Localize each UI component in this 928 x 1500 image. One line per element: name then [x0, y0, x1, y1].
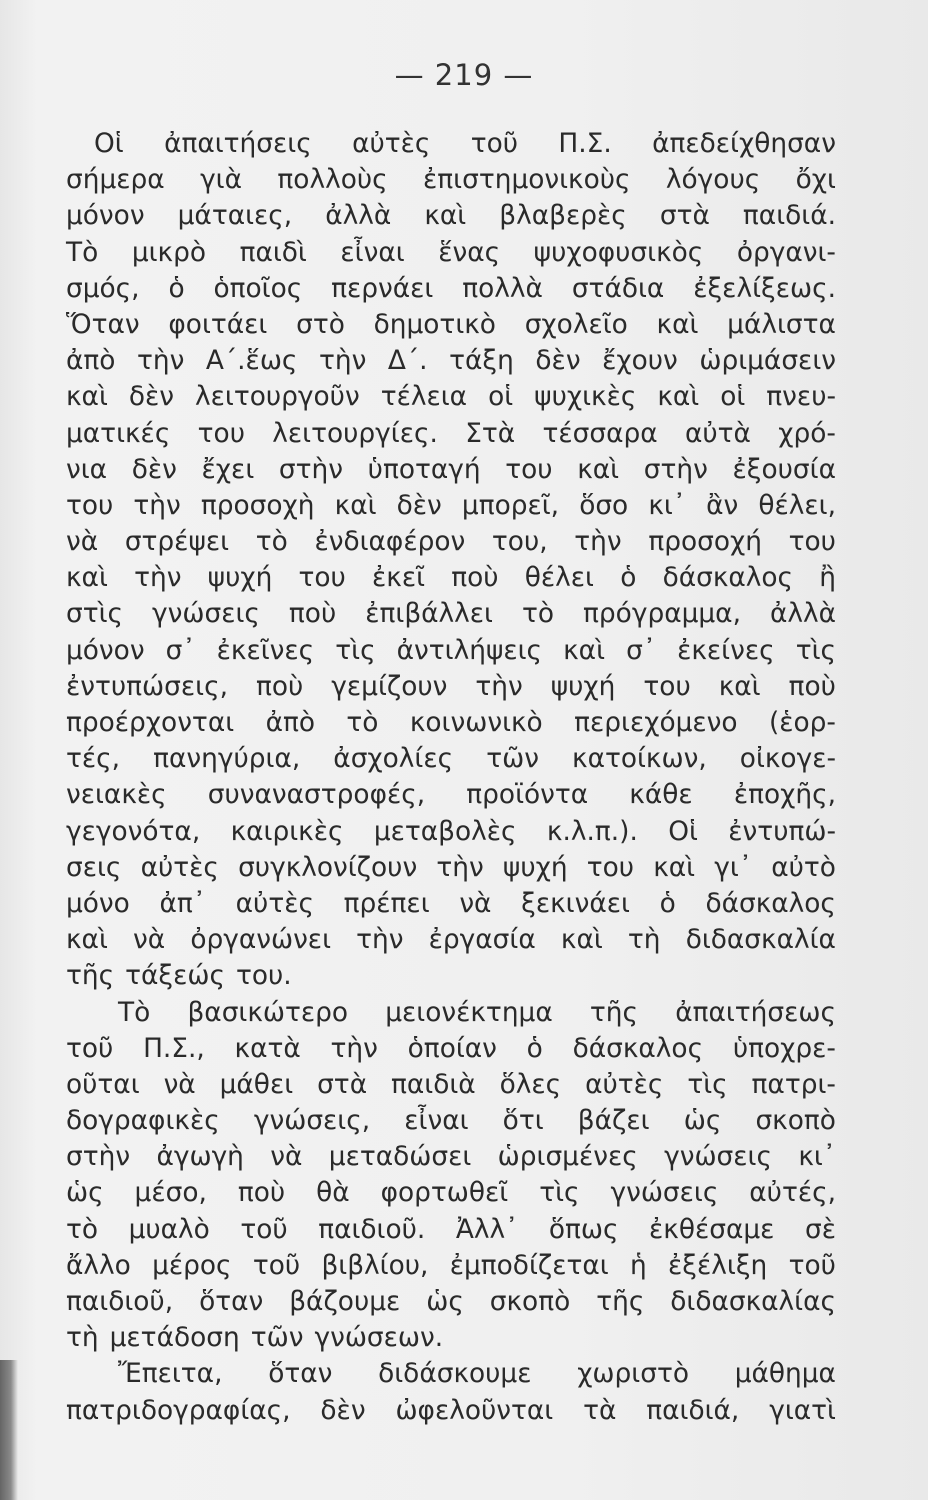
- word: ποὺ: [288, 598, 337, 630]
- word: τὸ: [255, 526, 288, 558]
- word: δὲν: [535, 345, 581, 377]
- text-line: [66, 126, 836, 162]
- word: λόγους: [665, 164, 761, 196]
- word: θὰ: [316, 1177, 350, 1209]
- word: ἐνδιαφέρον: [314, 526, 466, 558]
- text-line: [66, 307, 836, 343]
- word: νὰ: [270, 1141, 303, 1173]
- word: λειτουργίες.: [272, 417, 438, 449]
- word: καὶ: [560, 924, 603, 956]
- text-line: [66, 1103, 836, 1139]
- word: ψυχή: [207, 562, 273, 594]
- word: ὑποχρε-: [732, 1032, 836, 1064]
- word: οἰκογε-: [739, 743, 836, 775]
- word: σκοπὸ: [755, 1105, 836, 1137]
- word: τὴν: [134, 562, 182, 594]
- word: ἀπὸ: [265, 707, 315, 738]
- text-line: [66, 1393, 836, 1429]
- word: συγκλονίζουν: [238, 851, 418, 883]
- word: παιδιά,: [646, 1394, 740, 1426]
- word: ἐξέλιξη: [668, 1249, 768, 1281]
- word: ὅσο: [579, 489, 629, 521]
- word: ὀργανώνει: [190, 924, 332, 956]
- word: Ὅταν: [66, 308, 140, 340]
- word: σμός,: [66, 272, 140, 304]
- word: Οἱ: [668, 815, 698, 847]
- text-line: [66, 741, 836, 777]
- word: γεγονότα,: [66, 815, 201, 847]
- word: βάζει: [577, 1105, 650, 1137]
- word: σὲ: [804, 1213, 836, 1245]
- word: μέσο,: [134, 1177, 207, 1209]
- word: τὴ: [627, 924, 661, 956]
- word: γι᾿: [714, 851, 753, 883]
- word: ὑποταγή: [367, 453, 481, 485]
- word: προέρχονται: [66, 707, 235, 738]
- word: στὴν: [643, 453, 708, 485]
- word: βάζουμε: [289, 1286, 401, 1317]
- word: λειτουργοῦν: [195, 381, 360, 413]
- word: ἐπιβάλλει: [365, 598, 493, 630]
- word: μεταβολὲς: [373, 815, 517, 847]
- word: ἀλλὰ: [769, 598, 836, 630]
- text-line: [66, 777, 836, 813]
- word: γεμίζουν: [331, 670, 448, 702]
- word: ἂν: [706, 489, 739, 521]
- text-line: [66, 1248, 836, 1284]
- word: τὶς: [795, 634, 836, 666]
- word: ἕνας: [438, 236, 501, 268]
- word: καὶ: [334, 489, 377, 521]
- word: δάσκαλος: [705, 887, 836, 919]
- word: οῦται: [66, 1068, 140, 1100]
- word: μικρὸ: [131, 236, 207, 268]
- word: καὶ: [577, 453, 620, 485]
- word: μάθημα: [734, 1358, 836, 1390]
- word: του: [66, 489, 114, 521]
- word: δογραφικὲς: [66, 1105, 220, 1137]
- word: ὡρισμένες: [497, 1141, 638, 1173]
- word: Α΄.ἕως: [205, 345, 298, 377]
- word: ἀπὸ: [66, 345, 116, 377]
- word: τὸ: [346, 707, 379, 738]
- word: αὐτὲς: [585, 1068, 664, 1100]
- word: κ.λ.π.).: [546, 815, 638, 847]
- text-line: [66, 1175, 836, 1211]
- word: παιδὶ: [239, 236, 307, 268]
- word: τοῦ: [470, 128, 519, 159]
- word: τὴν: [436, 851, 484, 883]
- word: αὐτὲς: [352, 128, 431, 159]
- word: δὲν: [320, 1394, 366, 1426]
- word: παιδιά.: [742, 200, 836, 232]
- word: ἀσχολίες: [333, 743, 454, 775]
- word: σ᾿: [626, 634, 657, 666]
- word: προσοχή: [648, 526, 762, 558]
- word: ἀπαιτήσεις: [164, 128, 312, 159]
- word: χρό-: [778, 417, 836, 449]
- word: τὰ: [583, 1394, 617, 1426]
- word: ἐξουσία: [732, 453, 836, 485]
- word: οἱ: [488, 381, 514, 413]
- word: ἢ: [819, 562, 836, 594]
- text-line: [66, 1031, 836, 1067]
- word: σ᾿: [165, 634, 196, 666]
- word: θέλει: [524, 562, 594, 594]
- word: ἐξελίξεως.: [693, 272, 836, 304]
- word: στὰ: [659, 200, 710, 232]
- word: του,: [491, 526, 548, 558]
- word: τὶς: [687, 1068, 728, 1100]
- word: ὡς: [683, 1105, 722, 1137]
- word: παιδιοῦ,: [66, 1286, 174, 1317]
- word: Ἀλλ᾿: [455, 1213, 519, 1245]
- word: τὸ: [66, 1213, 99, 1245]
- word: ὁ: [526, 1032, 543, 1064]
- word: ἀγωγὴ: [156, 1141, 244, 1173]
- text-line: [66, 162, 836, 198]
- word: σκοπὸ: [489, 1286, 571, 1317]
- text-line: [66, 524, 836, 560]
- word: γνώσεις: [152, 598, 260, 630]
- text-line: [66, 995, 836, 1031]
- word: πρέπει: [343, 887, 430, 919]
- word: ὁ: [659, 887, 676, 919]
- text-line: [66, 850, 836, 886]
- word: χωριστὸ: [577, 1358, 689, 1390]
- text-line: [66, 416, 836, 452]
- text-line: [66, 379, 836, 415]
- page-number: — 219 —: [394, 58, 534, 92]
- word: του: [643, 670, 691, 702]
- binding-edge: [0, 1360, 18, 1500]
- word: παιδιοῦ.: [318, 1213, 426, 1245]
- word: δημοτικὸ: [373, 308, 496, 340]
- word: ὠφελοῦνται: [395, 1394, 554, 1426]
- word: γνώσεις: [664, 1141, 772, 1173]
- word: στὶς: [66, 598, 124, 630]
- word: τὶς: [539, 1177, 580, 1209]
- word: συναναστροφές,: [207, 779, 426, 811]
- word: στὰ: [317, 1068, 368, 1100]
- text-line: [66, 271, 836, 307]
- word: βασικώτερο: [187, 996, 349, 1028]
- word: Δ΄.: [387, 345, 428, 377]
- word: Τὸ: [118, 996, 151, 1028]
- word: αὐτές,: [749, 1177, 836, 1209]
- word: ἐκεῖνες: [216, 634, 315, 666]
- word: ὀργανι-: [736, 236, 836, 268]
- word: ἀντιλήψεις: [396, 634, 543, 666]
- word: ἐκεῖ: [372, 562, 426, 594]
- word: τοῦ: [252, 1249, 301, 1281]
- word: κάθε: [629, 779, 693, 811]
- word: δὲν: [128, 381, 175, 413]
- word: τῆς: [596, 1286, 645, 1317]
- word: ὅπως: [548, 1213, 619, 1245]
- text-line: [66, 1320, 836, 1356]
- word: κι᾿: [648, 489, 687, 521]
- word: τὴν: [356, 924, 404, 956]
- word: ἐκθέσαμε: [649, 1213, 775, 1245]
- word: δὲν: [396, 489, 442, 521]
- word: ξεκινάει: [521, 887, 630, 919]
- word: του: [788, 526, 836, 558]
- text-line: [66, 633, 836, 669]
- word: ὄχι: [795, 164, 836, 196]
- word: καὶ: [66, 562, 108, 594]
- word: τῶν: [250, 1322, 304, 1354]
- word: Ἔπειτα,: [118, 1358, 223, 1390]
- word: πνευ-: [766, 381, 836, 413]
- word: του: [586, 851, 635, 883]
- word: προσοχὴ: [200, 489, 315, 521]
- word: στάδια: [571, 272, 665, 304]
- word: κι᾿: [798, 1141, 836, 1173]
- word: καὶ: [66, 924, 108, 956]
- text-line: [66, 488, 836, 524]
- word: βιβλίου,: [321, 1249, 429, 1281]
- word: στὸ: [296, 308, 345, 340]
- word: γνώσεις: [610, 1177, 719, 1209]
- word: δάσκαλος: [572, 1032, 704, 1064]
- word: στὴν: [66, 1141, 131, 1173]
- word: κατοίκων,: [572, 743, 707, 775]
- word: διδασκαλίας: [670, 1286, 836, 1317]
- word: ὡς: [66, 1177, 104, 1209]
- word: γιατὶ: [769, 1394, 836, 1426]
- word: διδασκαλία: [685, 924, 836, 956]
- text-line: [66, 922, 836, 958]
- word: τὸ: [522, 598, 555, 630]
- word: δὲν: [131, 453, 177, 485]
- word: ψυχικὲς: [534, 381, 637, 413]
- word: πατριδογραφίας,: [66, 1394, 291, 1426]
- word: καὶ: [656, 308, 699, 340]
- word: πανηγύρια,: [153, 743, 301, 775]
- word: μεταδώσει: [328, 1141, 472, 1173]
- text-line: [66, 596, 836, 632]
- word: τὴν: [318, 345, 367, 377]
- word: τῆς: [66, 960, 115, 992]
- word: μπορεῖ,: [461, 489, 560, 521]
- word: ἐκείνες: [677, 634, 775, 666]
- word: αὐτὲς: [235, 887, 314, 919]
- word: τὴν: [133, 489, 181, 521]
- word: μυαλὸ: [128, 1213, 210, 1245]
- word: ὁ: [620, 562, 637, 594]
- word: ἐργασία: [428, 924, 536, 956]
- word: μάλιστα: [727, 308, 836, 340]
- word: ἔχουν: [602, 345, 678, 377]
- word: ἄλλο: [66, 1249, 131, 1281]
- text-line: [66, 814, 836, 850]
- word: παιδιὰ: [391, 1068, 476, 1100]
- text-line: [66, 669, 836, 705]
- text-line: [66, 958, 836, 994]
- word: γνώσεων.: [314, 1322, 444, 1354]
- word: βλαβερὲς: [499, 200, 627, 232]
- word: ποὺ: [788, 670, 836, 702]
- word: νειακὲς: [66, 779, 167, 811]
- text-line: [66, 1284, 836, 1320]
- word: αὐτὸ: [771, 851, 836, 883]
- word: Οἱ: [94, 128, 124, 159]
- word: θέλει,: [758, 489, 836, 521]
- word: ἀπ᾿: [159, 887, 206, 919]
- text-line: [66, 560, 836, 596]
- word: μόνον: [66, 200, 145, 232]
- word: νὰ: [133, 924, 166, 956]
- word: ποὺ: [255, 670, 304, 702]
- word: (ἑορ-: [768, 707, 836, 738]
- word: σεις: [66, 851, 122, 883]
- word: τὴ: [66, 1322, 99, 1354]
- word: ποὺ: [451, 562, 499, 594]
- word: ὡριμάσειν: [699, 345, 836, 377]
- word: ὅταν: [199, 1286, 264, 1317]
- word: τῶν: [486, 743, 539, 775]
- word: τοῦ: [240, 1213, 288, 1245]
- word: αὐτὰ: [684, 417, 751, 449]
- word: τές,: [66, 743, 121, 775]
- word: γιὰ: [200, 164, 243, 196]
- word: Τὸ: [66, 236, 99, 268]
- text-line: [66, 1139, 836, 1175]
- word: ἡ: [630, 1249, 647, 1281]
- word: ἐντυπώσεις,: [66, 670, 228, 702]
- word: καὶ: [653, 851, 696, 883]
- word: ὅλες: [499, 1068, 562, 1100]
- word: πρόγραμμα,: [583, 598, 741, 630]
- word: μάταιες,: [177, 200, 293, 232]
- body-text: [66, 126, 836, 1429]
- word: ἐντυπώ-: [728, 815, 836, 847]
- word: μόνον: [66, 634, 145, 666]
- word: καὶ: [718, 670, 761, 702]
- text-line: [66, 1356, 836, 1392]
- word: νὰ: [66, 526, 99, 558]
- word: καὶ: [424, 200, 467, 232]
- word: καιρικὲς: [230, 815, 344, 847]
- text-line: [66, 1067, 836, 1103]
- word: πατρι-: [751, 1068, 836, 1100]
- word: νια: [66, 453, 108, 485]
- word: ἔχει: [201, 453, 255, 485]
- word: τὶς: [335, 634, 376, 666]
- word: ἀλλὰ: [325, 200, 392, 232]
- text-line: [66, 235, 836, 271]
- word: περνάει: [331, 272, 434, 304]
- word: τὴν: [137, 345, 185, 377]
- word: ἐπιστημονικοὺς: [423, 164, 631, 196]
- word: ἐμποδίζεται: [449, 1249, 609, 1281]
- word: Π.Σ.: [558, 128, 612, 159]
- word: τάξεώς: [125, 960, 225, 992]
- word: τάξη: [449, 345, 514, 377]
- word: ψυχή: [502, 851, 568, 883]
- word: περιεχόμενο: [574, 707, 738, 738]
- word: στὴν: [278, 453, 344, 485]
- word: τοῦ: [66, 1032, 114, 1064]
- word: προϊόντα: [466, 779, 589, 811]
- word: τῆς: [589, 996, 639, 1028]
- word: καὶ: [563, 634, 606, 666]
- word: Στὰ: [465, 417, 516, 449]
- word: ψυχή: [550, 670, 616, 702]
- word: εἶναι: [404, 1105, 469, 1137]
- word: ἀπαιτήσεως: [675, 996, 836, 1028]
- word: τὴν: [475, 670, 523, 702]
- word: μόνο: [66, 887, 130, 919]
- word: μάθει: [219, 1068, 294, 1100]
- word: ματικές: [66, 417, 171, 449]
- word: τοῦ: [788, 1249, 836, 1281]
- word: δάσκαλος: [662, 562, 794, 594]
- word: Π.Σ.,: [143, 1032, 205, 1064]
- text-line: [66, 886, 836, 922]
- word: ἐποχῆς,: [733, 779, 836, 811]
- word: ὁ: [168, 272, 185, 304]
- word: νὰ: [459, 887, 492, 919]
- word: του.: [235, 960, 292, 992]
- word: φοιτάει: [168, 308, 268, 340]
- word: τέσσαρα: [542, 417, 658, 449]
- word: φορτωθεῖ: [380, 1177, 509, 1209]
- word: του: [298, 562, 346, 594]
- word: τὴν: [574, 526, 622, 558]
- word: κοινωνικὸ: [409, 707, 543, 738]
- word: του: [197, 417, 245, 449]
- word: οἱ: [720, 381, 746, 413]
- word: νὰ: [163, 1068, 196, 1100]
- word: ψυχοφυσικὸς: [533, 236, 704, 268]
- word: ὡς: [426, 1286, 464, 1317]
- word: γνώσεις,: [253, 1105, 371, 1137]
- text-line: [66, 343, 836, 379]
- word: πολλοὺς: [277, 164, 388, 196]
- text-line: [66, 705, 836, 741]
- text-line: [66, 198, 836, 234]
- word: μειονέκτημα: [385, 996, 553, 1028]
- word: διδάσκουμε: [378, 1358, 532, 1390]
- word: σήμερα: [66, 164, 165, 196]
- word: ποὺ: [237, 1177, 286, 1209]
- word: στρέψει: [124, 526, 230, 558]
- word: καὶ: [66, 381, 108, 413]
- word: ὅτι: [502, 1105, 544, 1137]
- word: του: [505, 453, 553, 485]
- word: ὁποίαν: [407, 1032, 497, 1064]
- text-line: [66, 452, 836, 488]
- word: μετάδοση: [109, 1322, 240, 1354]
- word: τέλεια: [380, 381, 468, 413]
- word: ὁποῖος: [213, 272, 303, 304]
- word: ὅταν: [268, 1358, 333, 1390]
- word: τὴν: [330, 1032, 378, 1064]
- word: κατὰ: [234, 1032, 301, 1064]
- word: εἶναι: [340, 236, 405, 268]
- word: μέρος: [152, 1249, 232, 1281]
- text-line: [66, 1212, 836, 1248]
- word: ἀπεδείχθησαν: [652, 128, 836, 159]
- word: καὶ: [657, 381, 700, 413]
- word: αὐτὲς: [140, 851, 219, 883]
- word: πολλὰ: [462, 272, 543, 304]
- word: σχολεῖο: [524, 308, 628, 340]
